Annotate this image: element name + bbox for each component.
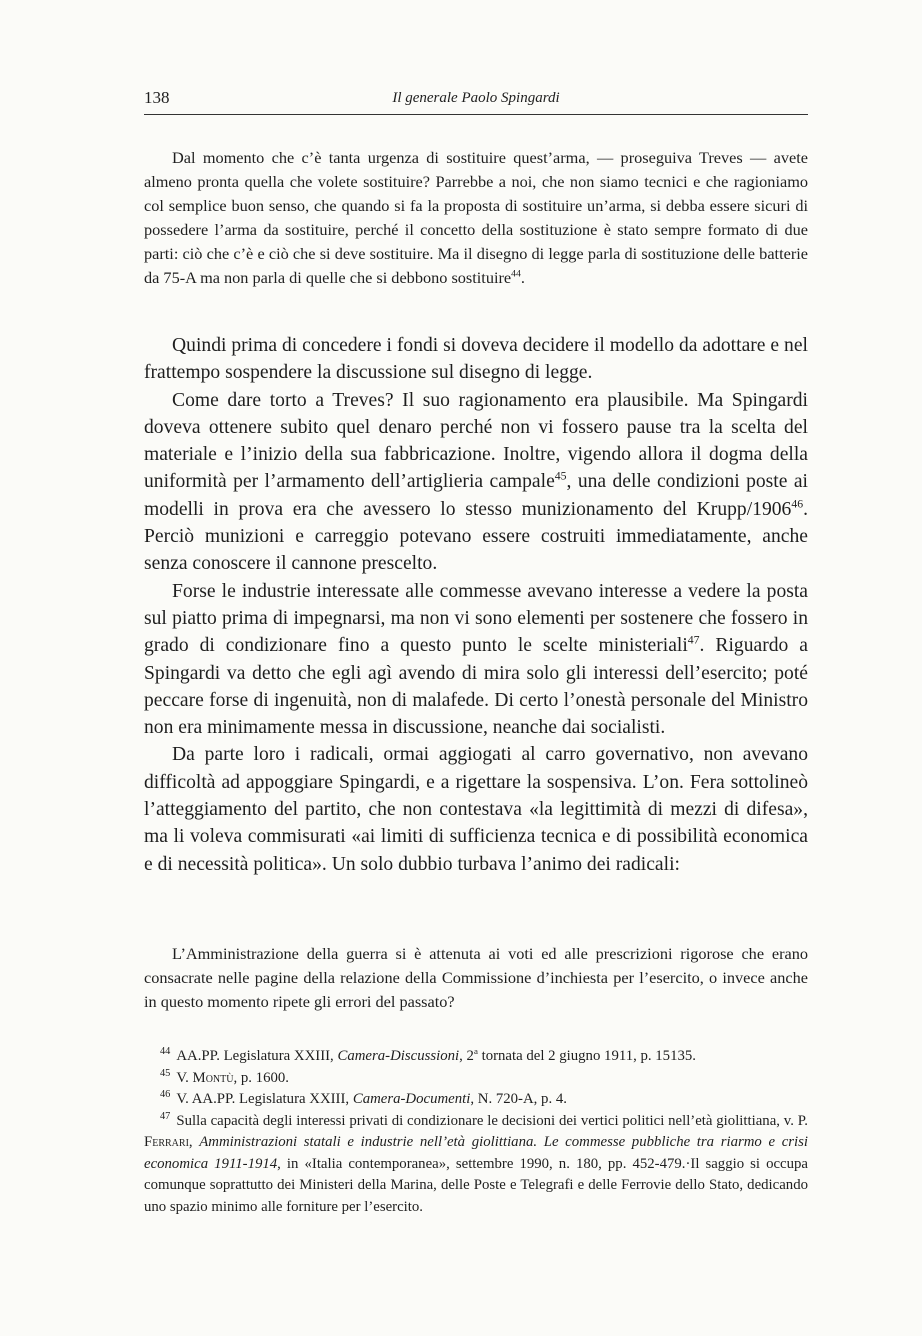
footnote-text: , N. 720-A, p. 4. bbox=[470, 1091, 567, 1107]
footnote-45 bbox=[144, 1068, 808, 1090]
paragraph: Da parte loro i radicali, ormai aggiogati al carro governativo, non avevano difficoltà ad appoggiare Spingardi, e a rigettare la sospensiva. L’on. Fera sottolineò l’atteggiamento del partito, che non contestava «la legittimità di mezzi di difesa», ma li voleva commisurati «ai limiti di sufficienza tecnica e di possibilità economica e di necessità politica». Un solo dubbio turbava l’animo dei radicali: bbox=[144, 744, 808, 875]
footnote-title: Camera-Discussioni bbox=[337, 1048, 460, 1064]
text-run: . Perciò munizioni e carreggio potevano essere costruiti immediatamente, anche senza conoscere il cannone prescelto. bbox=[144, 498, 808, 575]
footnote-ref-44[interactable]: 44 bbox=[511, 268, 521, 280]
footnote-44 bbox=[144, 1046, 808, 1068]
page-header bbox=[144, 88, 808, 115]
footnote-ref-46[interactable]: 46 bbox=[791, 497, 804, 511]
block-quote-radicali bbox=[144, 942, 808, 1014]
footnote-text: , bbox=[188, 1134, 200, 1150]
footnotes bbox=[144, 1046, 808, 1218]
text-run: Forse le industrie interessate alle commesse avevano interesse a vedere la posta sul piatto prima di impegnarsi, ma non vi sono elementi per sostenere che fossero in grado di condizionare fino a questo punto le scelte ministeriali bbox=[144, 580, 808, 657]
quote-end: . bbox=[520, 268, 525, 287]
quote-text: Dal momento che c’è tanta urgenza di sostituire quest’arma, — proseguiva Treves — avete almeno pronta quella che volete sostituire? Parrebbe a noi, che non siamo tecnici e che ragioniamo col semplice buon senso, che quando si fa la proposta di sostituire un’arma, si debba essere sicuri di possedere l’arma da sostituire, perché il concetto della sostituzione è stato sempre formato di due parti: ciò che c’è e ciò che si deve sostituire. Ma il disegno di legge parla di sostituzione delle batterie da 75-A ma non parla di quelle che si debbono sostituire bbox=[144, 148, 808, 287]
text-run: Come dare torto a Treves? Il suo ragionamento era plausibile. Ma Spingardi doveva ottenere subito quel denaro perché non vi fossero pause tra la scelta del materiale e l’inizio della sua fabbricazione. Inoltre, vigendo allora il dogma della uniformità per l’armamento dell’artiglieria campale bbox=[144, 389, 808, 493]
main-text bbox=[144, 332, 808, 878]
footnote-number: 44 bbox=[160, 1046, 171, 1058]
footnote-ref-45[interactable]: 45 bbox=[554, 469, 567, 483]
footnote-47 bbox=[144, 1111, 808, 1219]
footnote-text: Sulla capacità degli interessi privati di condizionare le decisioni dei vertici politici nell’età giolittiana, v. P. bbox=[176, 1112, 808, 1129]
running-title: Il generale Paolo Spingardi bbox=[392, 90, 560, 106]
footnote-author: Ferrari bbox=[144, 1134, 189, 1150]
footnote-number: 47 bbox=[160, 1110, 171, 1122]
footnote-title: Amministrazioni statali e industrie nell’età giolittiana. Le commesse pubbliche tra riarmo e crisi economica 1911-1914 bbox=[144, 1134, 809, 1172]
footnote-46 bbox=[144, 1089, 808, 1111]
footnote-text: , 2 bbox=[459, 1048, 474, 1064]
quote-paragraph bbox=[144, 146, 808, 290]
block-quote-treves bbox=[144, 146, 808, 290]
footnote-ref-47[interactable]: 47 bbox=[687, 633, 700, 647]
footnote-text: AA.PP. Legislatura XXIII, bbox=[176, 1048, 338, 1064]
paragraph bbox=[144, 387, 808, 578]
paragraph bbox=[144, 578, 808, 742]
footnote-ordinal: a bbox=[473, 1046, 478, 1057]
footnote-text: tornata del 2 giugno 1911, p. 15135. bbox=[477, 1048, 696, 1064]
footnote-author: Montù bbox=[192, 1069, 234, 1086]
text-run: , una delle condizioni poste ai modelli in prova era che avessero lo stesso munizionamento del Krupp/1906 bbox=[144, 471, 808, 520]
footnote-number: 45 bbox=[160, 1067, 171, 1079]
text-run: . Riguardo a Spingardi va detto che egli agì avendo di mira solo gli interessi dell’esercito; poté peccare forse di ingenuità, non di malafede. Di certo l’onestà personale del Ministro non era minimamente messa in discussione, neanche dai socialisti. bbox=[144, 635, 808, 739]
page-number: 138 bbox=[144, 88, 170, 107]
paragraph: Quindi prima di concedere i fondi si doveva decidere il modello da adottare e nel frattempo sospendere la discussione sul disegno di legge. bbox=[144, 335, 808, 384]
footnote-title: Camera-Documenti bbox=[352, 1091, 471, 1107]
footnote-text: , in «Italia contemporanea», settembre 1990, n. 180, pp. 452-479.·Il saggio si occupa comunque soprattutto dei Ministeri della Marina, delle Poste e Telegrafi e delle Ferrovie dello Stato, dedicando uno spazio minimo alle forniture per l’esercito. bbox=[144, 1155, 808, 1215]
footnote-number: 46 bbox=[160, 1089, 171, 1101]
footnote-text: , p. 1600. bbox=[233, 1069, 289, 1086]
footnote-text: V. AA.PP. Legislatura XXIII, bbox=[176, 1091, 353, 1107]
footnote-text: V. bbox=[176, 1069, 193, 1086]
quote-paragraph: L’Amministrazione della guerra si è attenuta ai voti ed alle prescrizioni rigorose che erano consacrate nelle pagine della relazione della Commissione d’inchiesta per l’esercito, o invece anche in questo momento ripete gli errori del passato? bbox=[144, 944, 808, 1011]
